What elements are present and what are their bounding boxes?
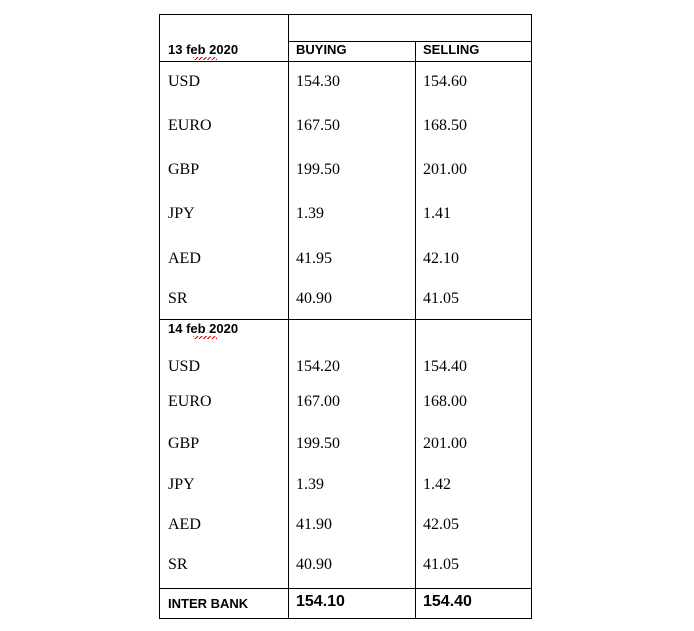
buying-cell: 167.00 [296,393,340,410]
header-bottom-border [159,61,532,62]
interbank-buying: 154.10 [296,593,345,610]
selling-cell: 1.41 [423,205,451,222]
spellcheck-underline [193,57,217,60]
column-divider-2 [415,41,416,619]
buying-cell: 40.90 [296,290,332,307]
selling-cell: 42.05 [423,516,459,533]
buying-cell: 1.39 [296,205,324,222]
selling-cell: 41.05 [423,290,459,307]
date-label-1: 13 feb 2020 [168,42,239,57]
buying-cell: 199.50 [296,161,340,178]
selling-header: SELLING [423,42,480,57]
currency-cell: EURO [168,117,212,134]
spellcheck-underline [193,336,217,339]
selling-cell: 201.00 [423,435,467,452]
currency-cell: JPY [168,476,195,493]
table-border-right [531,14,532,619]
selling-cell: 168.00 [423,393,467,410]
table-border-left [159,14,160,619]
currency-cell: GBP [168,161,200,178]
selling-cell: 154.40 [423,358,467,375]
selling-cell: 1.42 [423,476,451,493]
currency-cell: SR [168,556,188,573]
table-border-bottom [159,618,532,619]
currency-cell: AED [168,516,201,533]
selling-cell: 154.60 [423,73,467,90]
buying-header: BUYING [296,42,347,57]
currency-cell: JPY [168,205,195,222]
buying-cell: 1.39 [296,476,324,493]
buying-cell: 41.90 [296,516,332,533]
currency-cell: USD [168,73,201,90]
selling-cell: 42.10 [423,250,459,267]
buying-cell: 40.90 [296,556,332,573]
buying-cell: 41.95 [296,250,332,267]
selling-cell: 201.00 [423,161,467,178]
buying-cell: 199.50 [296,435,340,452]
currency-cell: SR [168,290,188,307]
table-border-top [159,14,532,15]
currency-cell: GBP [168,435,200,452]
column-divider-1 [288,14,289,619]
buying-cell: 154.20 [296,358,340,375]
selling-cell: 168.50 [423,117,467,134]
currency-cell: AED [168,250,201,267]
interbank-selling: 154.40 [423,593,472,610]
buying-cell: 167.50 [296,117,340,134]
buying-cell: 154.30 [296,73,340,90]
currency-cell: USD [168,358,201,375]
currency-cell: EURO [168,393,212,410]
interbank-label: INTER BANK [168,596,249,611]
interbank-divider [159,588,532,589]
section-divider [159,319,532,320]
date-label-2: 14 feb 2020 [168,321,239,336]
selling-cell: 41.05 [423,556,459,573]
